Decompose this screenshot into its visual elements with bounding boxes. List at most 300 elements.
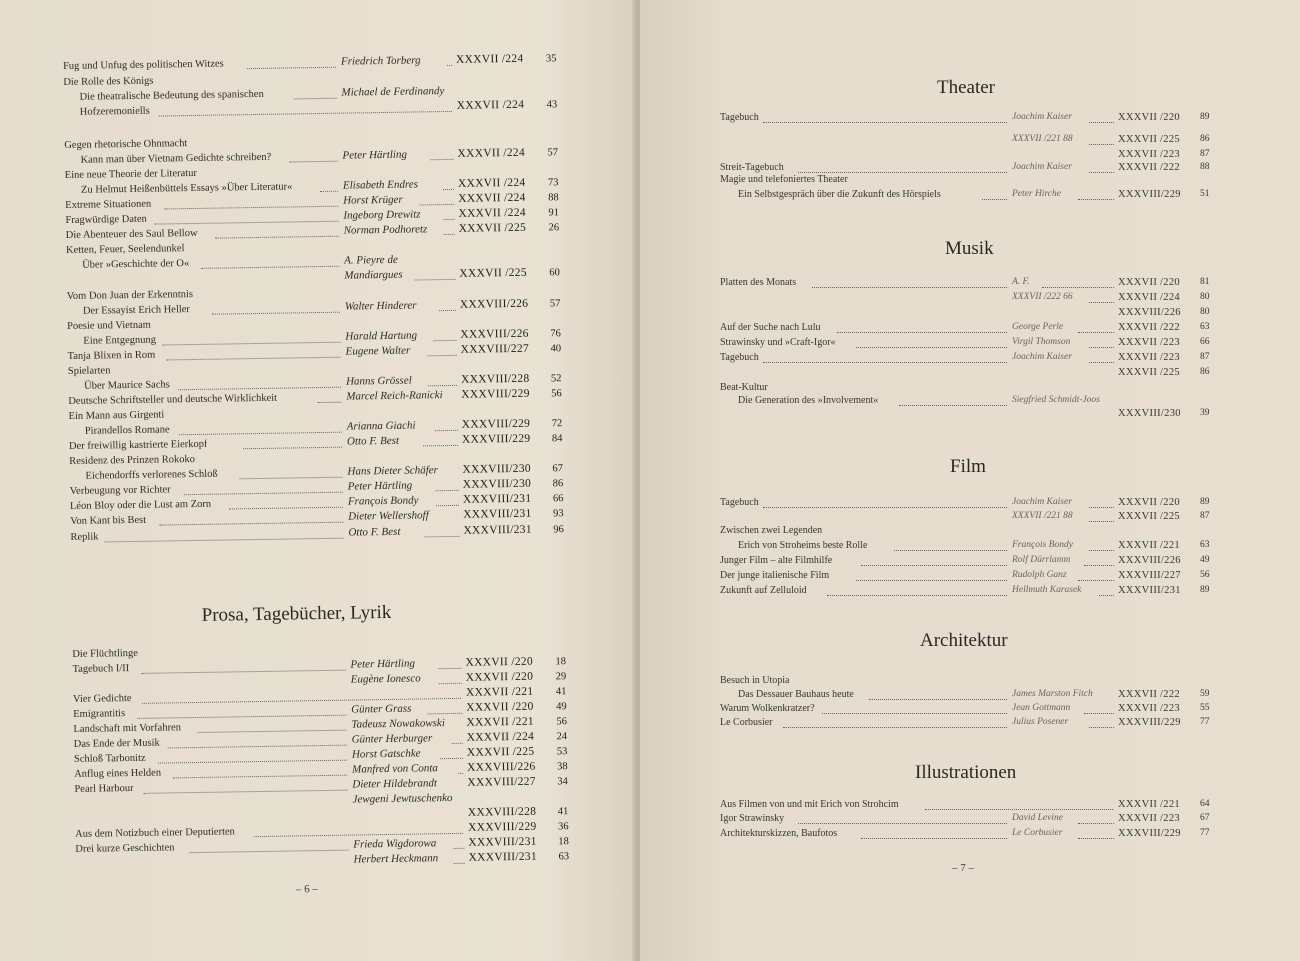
- leader-dots: [439, 667, 462, 669]
- entry-page: 89: [1200, 112, 1210, 122]
- entry-author: Günter Grass: [351, 702, 412, 716]
- entry-author: Julius Posener: [1012, 717, 1069, 727]
- entry-issue: XXXVIII/226: [459, 297, 529, 311]
- entry-author: François Bondy: [347, 494, 419, 508]
- leader-dots: [443, 218, 454, 220]
- entry-title: Residenz des Prinzen Rokoko: [69, 453, 196, 467]
- leader-dots: [436, 504, 459, 506]
- entry-author: Peter Härtling: [347, 479, 413, 493]
- leader-dots: [1042, 286, 1114, 288]
- entry-title: Zwischen zwei Legenden: [720, 525, 823, 536]
- entry-issue: XXXVIII/229: [461, 432, 531, 446]
- entry-author: Friedrich Torberg: [340, 54, 421, 68]
- entry-page: 89: [1200, 585, 1210, 595]
- section-heading-film: Film: [950, 456, 986, 477]
- entry-title: Der Essayist Erich Heller: [82, 304, 190, 317]
- leader-dots: [142, 697, 461, 704]
- leader-dots: [1089, 143, 1114, 145]
- entry-issue: XXXVII /223: [1118, 337, 1180, 348]
- entry-author: Rolf Dürrlamm: [1012, 555, 1071, 565]
- entry-title: Die Flüchtlinge: [72, 647, 138, 660]
- entry-issue: XXXVII /223: [1118, 703, 1180, 714]
- entry-author: Manfred von Conta: [352, 762, 438, 776]
- entry-author: Peter Härtling: [350, 657, 416, 671]
- entry-issue: XXXVIII/229: [1118, 717, 1181, 728]
- section-heading-prosa: Prosa, Tagebücher, Lyrik: [201, 601, 392, 626]
- leader-dots: [894, 549, 1007, 551]
- entry-author: Joachim Kaiser: [1012, 352, 1072, 362]
- entry-title: Über »Geschichte der O«: [82, 258, 190, 271]
- entry-page: 26: [548, 222, 560, 234]
- entry-page: 41: [555, 686, 567, 698]
- entry-page: 43: [546, 99, 558, 111]
- entry-author: A. F.: [1012, 277, 1030, 287]
- entry-page: 76: [550, 328, 561, 340]
- entry-issue: XXXVIII/228: [460, 372, 530, 386]
- entry-author: Horst Gatschke: [351, 747, 421, 761]
- entry-issue: XXXVII /220: [465, 670, 534, 684]
- entry-title: Eine Entgegnung: [83, 334, 157, 347]
- entry-issue: XXXVIII/226: [1118, 555, 1181, 566]
- entry-page: 56: [1200, 570, 1210, 580]
- entry-author: George Perle: [1012, 322, 1064, 332]
- entry-page: 36: [557, 821, 569, 833]
- entry-title: Tagebuch I/II: [72, 663, 130, 675]
- entry-page: 34: [557, 776, 568, 788]
- entry-title: Pirandellos Romane: [84, 424, 170, 437]
- leader-dots: [1089, 726, 1114, 728]
- entry-title: Eine neue Theorie der Literatur: [64, 167, 198, 182]
- entry-page: 84: [551, 433, 563, 445]
- entry-page: 63: [1200, 322, 1210, 332]
- entry-page: 77: [1200, 717, 1210, 727]
- entry-title: Poesie und Vietnam: [67, 319, 151, 332]
- entry-title: Schloß Tarbonitz: [73, 752, 146, 765]
- entry-author: Hanns Grössel: [345, 374, 412, 388]
- leader-dots: [189, 849, 348, 853]
- leader-dots: [168, 744, 347, 749]
- entry-title: Vier Gedichte: [72, 693, 132, 705]
- entry-page: 81: [1200, 277, 1210, 287]
- entry-issue: XXXVII /225: [1118, 367, 1180, 378]
- entry-issue: XXXVII /224: [458, 206, 527, 220]
- entry-page: 55: [1200, 703, 1210, 713]
- leader-dots: [137, 714, 346, 719]
- entry-page: 40: [550, 343, 562, 355]
- leader-dots: [317, 401, 341, 403]
- entry-author: François Bondy: [1012, 540, 1073, 550]
- entry-issue: XXXVIII/228: [467, 805, 537, 819]
- leader-dots: [439, 682, 462, 684]
- leader-dots: [1078, 579, 1114, 581]
- entry-page: 18: [558, 836, 569, 848]
- entry-page: 67: [1200, 813, 1210, 823]
- leader-dots: [447, 64, 452, 66]
- entry-author: Horst Krüger: [343, 193, 403, 207]
- entry-page: 38: [557, 761, 568, 773]
- entry-title: Erich von Stroheims beste Rolle: [738, 540, 868, 551]
- entry-issue: XXXVII /222: [1118, 162, 1180, 173]
- entry-page: 51: [1200, 189, 1210, 199]
- leader-dots: [763, 121, 1007, 123]
- entry-author: XXXVII /222 66: [1012, 292, 1073, 302]
- entry-page: 67: [552, 463, 564, 475]
- entry-page: 87: [1200, 352, 1210, 362]
- entry-author: Walter Hinderer: [344, 299, 417, 313]
- entry-issue: XXXVII /221: [1118, 799, 1180, 810]
- entry-title: Der freiwillig kastrierte Eierkopf: [68, 438, 208, 452]
- entry-issue: XXXVIII/231: [1118, 585, 1181, 596]
- entry-issue: XXXVII /220: [1118, 112, 1180, 123]
- entry-page: 53: [556, 746, 568, 758]
- entry-page: 89: [1200, 497, 1210, 507]
- leader-dots: [294, 97, 337, 100]
- entry-title: Tagebuch: [720, 497, 759, 508]
- entry-author: Peter Härtling: [342, 148, 408, 162]
- leader-dots: [428, 354, 457, 356]
- entry-title: Zu Helmut Heißenbüttels Essays »Über Literatur«: [80, 181, 293, 196]
- entry-title: Auf der Suche nach Lulu: [720, 322, 821, 333]
- entry-page: 57: [549, 298, 561, 310]
- entry-title: Verbeugung vor Richter: [69, 484, 171, 497]
- entry-title: Das Dessauer Bauhaus heute: [738, 689, 854, 700]
- entry-title: Anflug eines Helden: [74, 767, 162, 780]
- entry-issue: XXXVII /221: [465, 685, 534, 699]
- entry-issue: XXXVIII/227: [467, 775, 536, 789]
- leader-dots: [925, 808, 1113, 810]
- entry-page: 86: [1200, 367, 1210, 377]
- leader-dots: [1078, 198, 1114, 200]
- entry-page: 87: [1200, 149, 1210, 159]
- entry-title: Platten des Monats: [720, 277, 797, 288]
- leader-dots: [1099, 594, 1114, 596]
- entry-page: 63: [558, 851, 570, 863]
- leader-dots: [105, 537, 344, 543]
- entry-issue: XXXVIII/226: [460, 327, 529, 341]
- leader-dots: [1089, 506, 1114, 508]
- entry-author: Joachim Kaiser: [1012, 497, 1072, 507]
- entry-issue: XXXVII /224: [466, 730, 535, 744]
- leader-dots: [439, 309, 456, 311]
- entry-author: Le Corbusier: [1012, 828, 1063, 838]
- leader-dots: [458, 772, 463, 774]
- entry-author: Dieter Hildebrandt: [352, 777, 438, 791]
- leader-dots: [1089, 301, 1114, 303]
- entry-issue: XXXVII /223: [1118, 149, 1180, 160]
- leader-dots: [1078, 822, 1114, 824]
- leader-dots: [453, 847, 464, 849]
- entry-author: David Levine: [1012, 813, 1063, 823]
- entry-issue: XXXVII /225: [458, 221, 527, 235]
- entry-page: 64: [1200, 799, 1210, 809]
- entry-author: Hans Dieter Schäfer: [347, 464, 438, 478]
- leader-dots: [837, 331, 1007, 333]
- leader-dots: [822, 712, 1007, 714]
- entry-author: Otto F. Best: [348, 525, 401, 539]
- entry-title: Strawinsky und »Craft-Igor«: [720, 337, 836, 348]
- entry-title: Magie und telefoniertes Theater: [720, 174, 848, 185]
- entry-issue: XXXVII /222: [1118, 322, 1180, 333]
- entry-author: Harald Hartung: [345, 329, 418, 343]
- leader-dots: [142, 669, 346, 674]
- entry-page: 49: [1200, 555, 1210, 565]
- entry-issue: XXXVII /223: [1118, 813, 1180, 824]
- entry-author: Dieter Wellershoff: [348, 509, 429, 523]
- entry-title: Über Maurice Sachs: [83, 379, 170, 392]
- entry-title: Der junge italienische Film: [720, 570, 830, 581]
- entry-issue: XXXVII /224: [455, 52, 524, 66]
- entry-page: 41: [557, 806, 569, 818]
- leader-dots: [1078, 837, 1114, 839]
- entry-issue: XXXVIII/231: [468, 850, 538, 864]
- entry-author: Ingeborg Drewitz: [343, 208, 421, 222]
- entry-title: Vom Don Juan der Erkenntnis: [66, 289, 194, 302]
- entry-title: Die theatralische Bedeutung des spanischen: [79, 88, 264, 103]
- leader-dots: [162, 341, 340, 346]
- entry-title: Streit-Tagebuch: [720, 162, 784, 173]
- entry-author: Mandiargues: [344, 268, 403, 282]
- entry-title: Hofzeremoniells: [79, 105, 150, 118]
- entry-page: 72: [551, 418, 563, 430]
- entry-page: 63: [1200, 540, 1210, 550]
- entry-page: 66: [1200, 337, 1210, 347]
- leader-dots: [173, 774, 347, 779]
- leader-dots: [427, 712, 462, 715]
- leader-dots: [783, 726, 1007, 728]
- entry-title: Spielarten: [67, 365, 111, 377]
- entry-author: Michael de Ferdinandy: [341, 85, 445, 99]
- entry-issue: XXXVIII/227: [1118, 570, 1181, 581]
- entry-author: XXXVII /221 88: [1012, 511, 1073, 521]
- entry-issue: XXXVIII/230: [462, 462, 531, 476]
- leader-dots: [1089, 520, 1114, 522]
- leader-dots: [861, 837, 1007, 839]
- leader-dots: [159, 521, 343, 526]
- entry-issue: XXXVII /220: [1118, 497, 1180, 508]
- entry-author: Elisabeth Endres: [342, 178, 419, 192]
- entry-issue: XXXVIII/229: [467, 820, 537, 834]
- entry-page: 57: [547, 147, 559, 159]
- leader-dots: [435, 429, 458, 431]
- leader-dots: [899, 404, 1007, 406]
- entry-issue: XXXVII /224: [458, 191, 526, 205]
- section-heading-theater: Theater: [937, 77, 996, 98]
- entry-author: Jean Gottmann: [1012, 703, 1071, 713]
- entry-page: 88: [548, 192, 559, 204]
- leader-dots: [856, 346, 1007, 348]
- entry-title: Beat-Kultur: [720, 382, 768, 393]
- entry-page: 35: [545, 53, 557, 65]
- leader-dots: [1089, 171, 1114, 173]
- entry-author: Virgil Thomson: [1012, 337, 1071, 347]
- entry-issue: XXXVIII/227: [460, 342, 530, 356]
- entry-issue: XXXVIII/230: [1118, 408, 1181, 419]
- entry-title: Besuch in Utopia: [720, 675, 790, 686]
- entry-title: Igor Strawinsky: [720, 813, 785, 824]
- entry-author: Siegfried Schmidt-Joos: [1012, 395, 1100, 405]
- leader-dots: [1084, 564, 1114, 566]
- entry-author: Eugene Walter: [345, 344, 411, 358]
- entry-title: Fragwürdige Daten: [65, 213, 147, 226]
- entry-title: Ketten, Feuer, Seelendunkel: [65, 243, 185, 256]
- leader-dots: [763, 361, 1007, 363]
- leader-dots: [452, 742, 463, 744]
- entry-author: Peter Hirche: [1012, 189, 1061, 199]
- leader-dots: [414, 278, 455, 281]
- leader-dots: [1078, 331, 1114, 333]
- entry-issue: XXXVII /220: [465, 655, 534, 669]
- entry-author: Joachim Kaiser: [1012, 112, 1072, 122]
- leader-dots: [240, 476, 343, 480]
- entry-title: Tagebuch: [720, 352, 759, 363]
- entry-title: Emigrantitis: [73, 708, 126, 720]
- leader-dots: [428, 384, 457, 386]
- entry-page: 87: [1200, 511, 1210, 521]
- entry-issue: XXXVII /223: [1118, 352, 1180, 363]
- entry-title: Tagebuch: [720, 112, 759, 123]
- entry-title: Gegen rhetorische Ohnmacht: [64, 138, 188, 152]
- leader-dots: [1089, 121, 1114, 123]
- entry-author: Otto F. Best: [346, 434, 400, 448]
- leader-dots: [178, 386, 341, 391]
- entry-page: 56: [556, 716, 567, 728]
- leader-dots: [856, 579, 1007, 581]
- entry-title: Drei kurze Geschichten: [75, 842, 175, 855]
- leader-dots: [179, 431, 342, 436]
- entry-title: Zukunft auf Zelluloid: [720, 585, 807, 596]
- entry-author: Rudolph Ganz: [1012, 570, 1067, 580]
- entry-issue: XXXVII /221: [1118, 540, 1180, 551]
- entry-page: 77: [1200, 828, 1210, 838]
- entry-issue: XXXVIII/230: [462, 477, 532, 491]
- entry-title: Architekturskizzen, Baufotos: [720, 828, 838, 839]
- section-heading-illustrationen: Illustrationen: [915, 762, 1017, 783]
- leader-dots: [454, 862, 465, 864]
- entry-title: Replik: [70, 531, 99, 543]
- leader-dots: [419, 203, 454, 206]
- leader-dots: [212, 311, 340, 315]
- entry-author: Frieda Wigdorowa: [353, 837, 437, 851]
- leader-dots: [167, 356, 341, 361]
- leader-dots: [436, 489, 459, 491]
- entry-title: Die Abenteuer des Saul Bellow: [65, 227, 198, 241]
- entry-page: 18: [555, 656, 567, 668]
- leader-dots: [320, 190, 338, 192]
- entry-issue: XXXVIII/226: [1118, 307, 1181, 318]
- entry-issue: XXXVIII/226: [467, 760, 536, 774]
- leader-dots: [198, 729, 347, 733]
- entry-title: Ein Mann aus Girgenti: [68, 409, 165, 422]
- entry-page: 59: [1200, 689, 1210, 699]
- entry-author: Herbert Heckmann: [353, 852, 439, 866]
- leader-dots: [861, 564, 1007, 566]
- entry-title: Aus dem Notizbuch einer Deputierten: [75, 826, 235, 840]
- entry-issue: XXXVII /224: [456, 98, 525, 112]
- entry-page: 86: [552, 478, 564, 490]
- entry-issue: XXXVIII/231: [463, 523, 532, 537]
- entry-author: Hellmuth Karasek: [1012, 585, 1082, 595]
- leader-dots: [763, 506, 1007, 508]
- leader-dots: [143, 789, 347, 794]
- leader-dots: [155, 220, 339, 225]
- entry-title: Die Rolle des Königs: [63, 75, 154, 89]
- entry-author: Günter Herburger: [351, 732, 433, 746]
- entry-author: Eugène Ionesco: [350, 672, 421, 686]
- entry-issue: XXXVII /225: [459, 266, 527, 280]
- page-number-right: – 7 –: [952, 862, 974, 874]
- left-page: [0, 0, 636, 961]
- entry-author: Arianna Giachi: [346, 419, 416, 433]
- entry-page: 66: [552, 493, 564, 505]
- entry-title: Landschaft mit Vorfahren: [73, 722, 182, 735]
- entry-issue: XXXVII /224: [457, 146, 526, 160]
- entry-issue: XXXVII /225: [466, 745, 535, 759]
- entry-title: Deutsche Schriftsteller und deutsche Wirklichkeit: [68, 392, 278, 407]
- entry-title: Das Ende der Musik: [73, 737, 160, 750]
- leader-dots: [433, 339, 456, 341]
- leader-dots: [1089, 549, 1114, 551]
- entry-author: XXXVII /221 88: [1012, 134, 1073, 144]
- entry-issue: XXXVII /221: [466, 715, 534, 729]
- entry-title: Die Generation des »Involvement«: [738, 395, 879, 406]
- leader-dots: [869, 698, 1007, 700]
- entry-page: 39: [1200, 408, 1210, 418]
- entry-page: 29: [555, 671, 567, 683]
- entry-page: 49: [556, 701, 567, 713]
- leader-dots: [184, 491, 343, 495]
- entry-title: Kann man über Vietnam Gedichte schreiben?: [80, 151, 272, 166]
- leader-dots: [440, 757, 463, 759]
- entry-title: Fug und Unfug des politischen Witzes: [62, 58, 224, 73]
- entry-issue: XXXVIII/231: [462, 492, 532, 506]
- entry-issue: XXXVIII/229: [461, 387, 530, 401]
- entry-title: Aus Filmen von und mit Erich von Strohcim: [720, 799, 899, 810]
- leader-dots: [201, 265, 339, 269]
- entry-issue: XXXVIII/231: [463, 507, 532, 521]
- right-page: [640, 0, 1300, 961]
- entry-title: Léon Bloy oder die Lust am Zorn: [69, 498, 212, 512]
- entry-page: 91: [548, 207, 559, 219]
- leader-dots: [164, 205, 338, 210]
- leader-dots: [243, 446, 342, 450]
- entry-issue: XXXVIII/229: [1118, 189, 1181, 200]
- entry-issue: XXXVII /220: [1118, 277, 1180, 288]
- entry-author: A. Pieyre de: [344, 253, 398, 267]
- leader-dots: [443, 188, 454, 190]
- entry-title: Warum Wolkenkratzer?: [720, 703, 815, 714]
- leader-dots: [1084, 712, 1114, 714]
- entry-page: 56: [551, 388, 562, 400]
- leader-dots: [423, 444, 458, 447]
- entry-page: 96: [553, 524, 564, 536]
- section-heading-musik: Musik: [945, 238, 994, 259]
- leader-dots: [1089, 346, 1114, 348]
- leader-dots: [827, 594, 1007, 596]
- entry-page: 88: [1200, 162, 1210, 172]
- entry-page: 24: [556, 731, 568, 743]
- entry-author: Marcel Reich-Ranicki: [346, 389, 443, 403]
- page-number-left: – 6 –: [295, 883, 319, 896]
- leader-dots: [247, 66, 336, 69]
- leader-dots: [215, 235, 339, 239]
- section-heading-architektur: Architektur: [920, 630, 1008, 651]
- entry-issue: XXXVII /222: [1118, 689, 1180, 700]
- entry-author: Tadeusz Nowakowski: [351, 717, 445, 731]
- entry-page: 93: [553, 508, 564, 520]
- entry-issue: XXXVIII/229: [461, 417, 531, 431]
- entry-title: Eichendorffs verlorenes Schloß: [85, 468, 218, 482]
- entry-title: Von Kant bis Best: [70, 514, 147, 527]
